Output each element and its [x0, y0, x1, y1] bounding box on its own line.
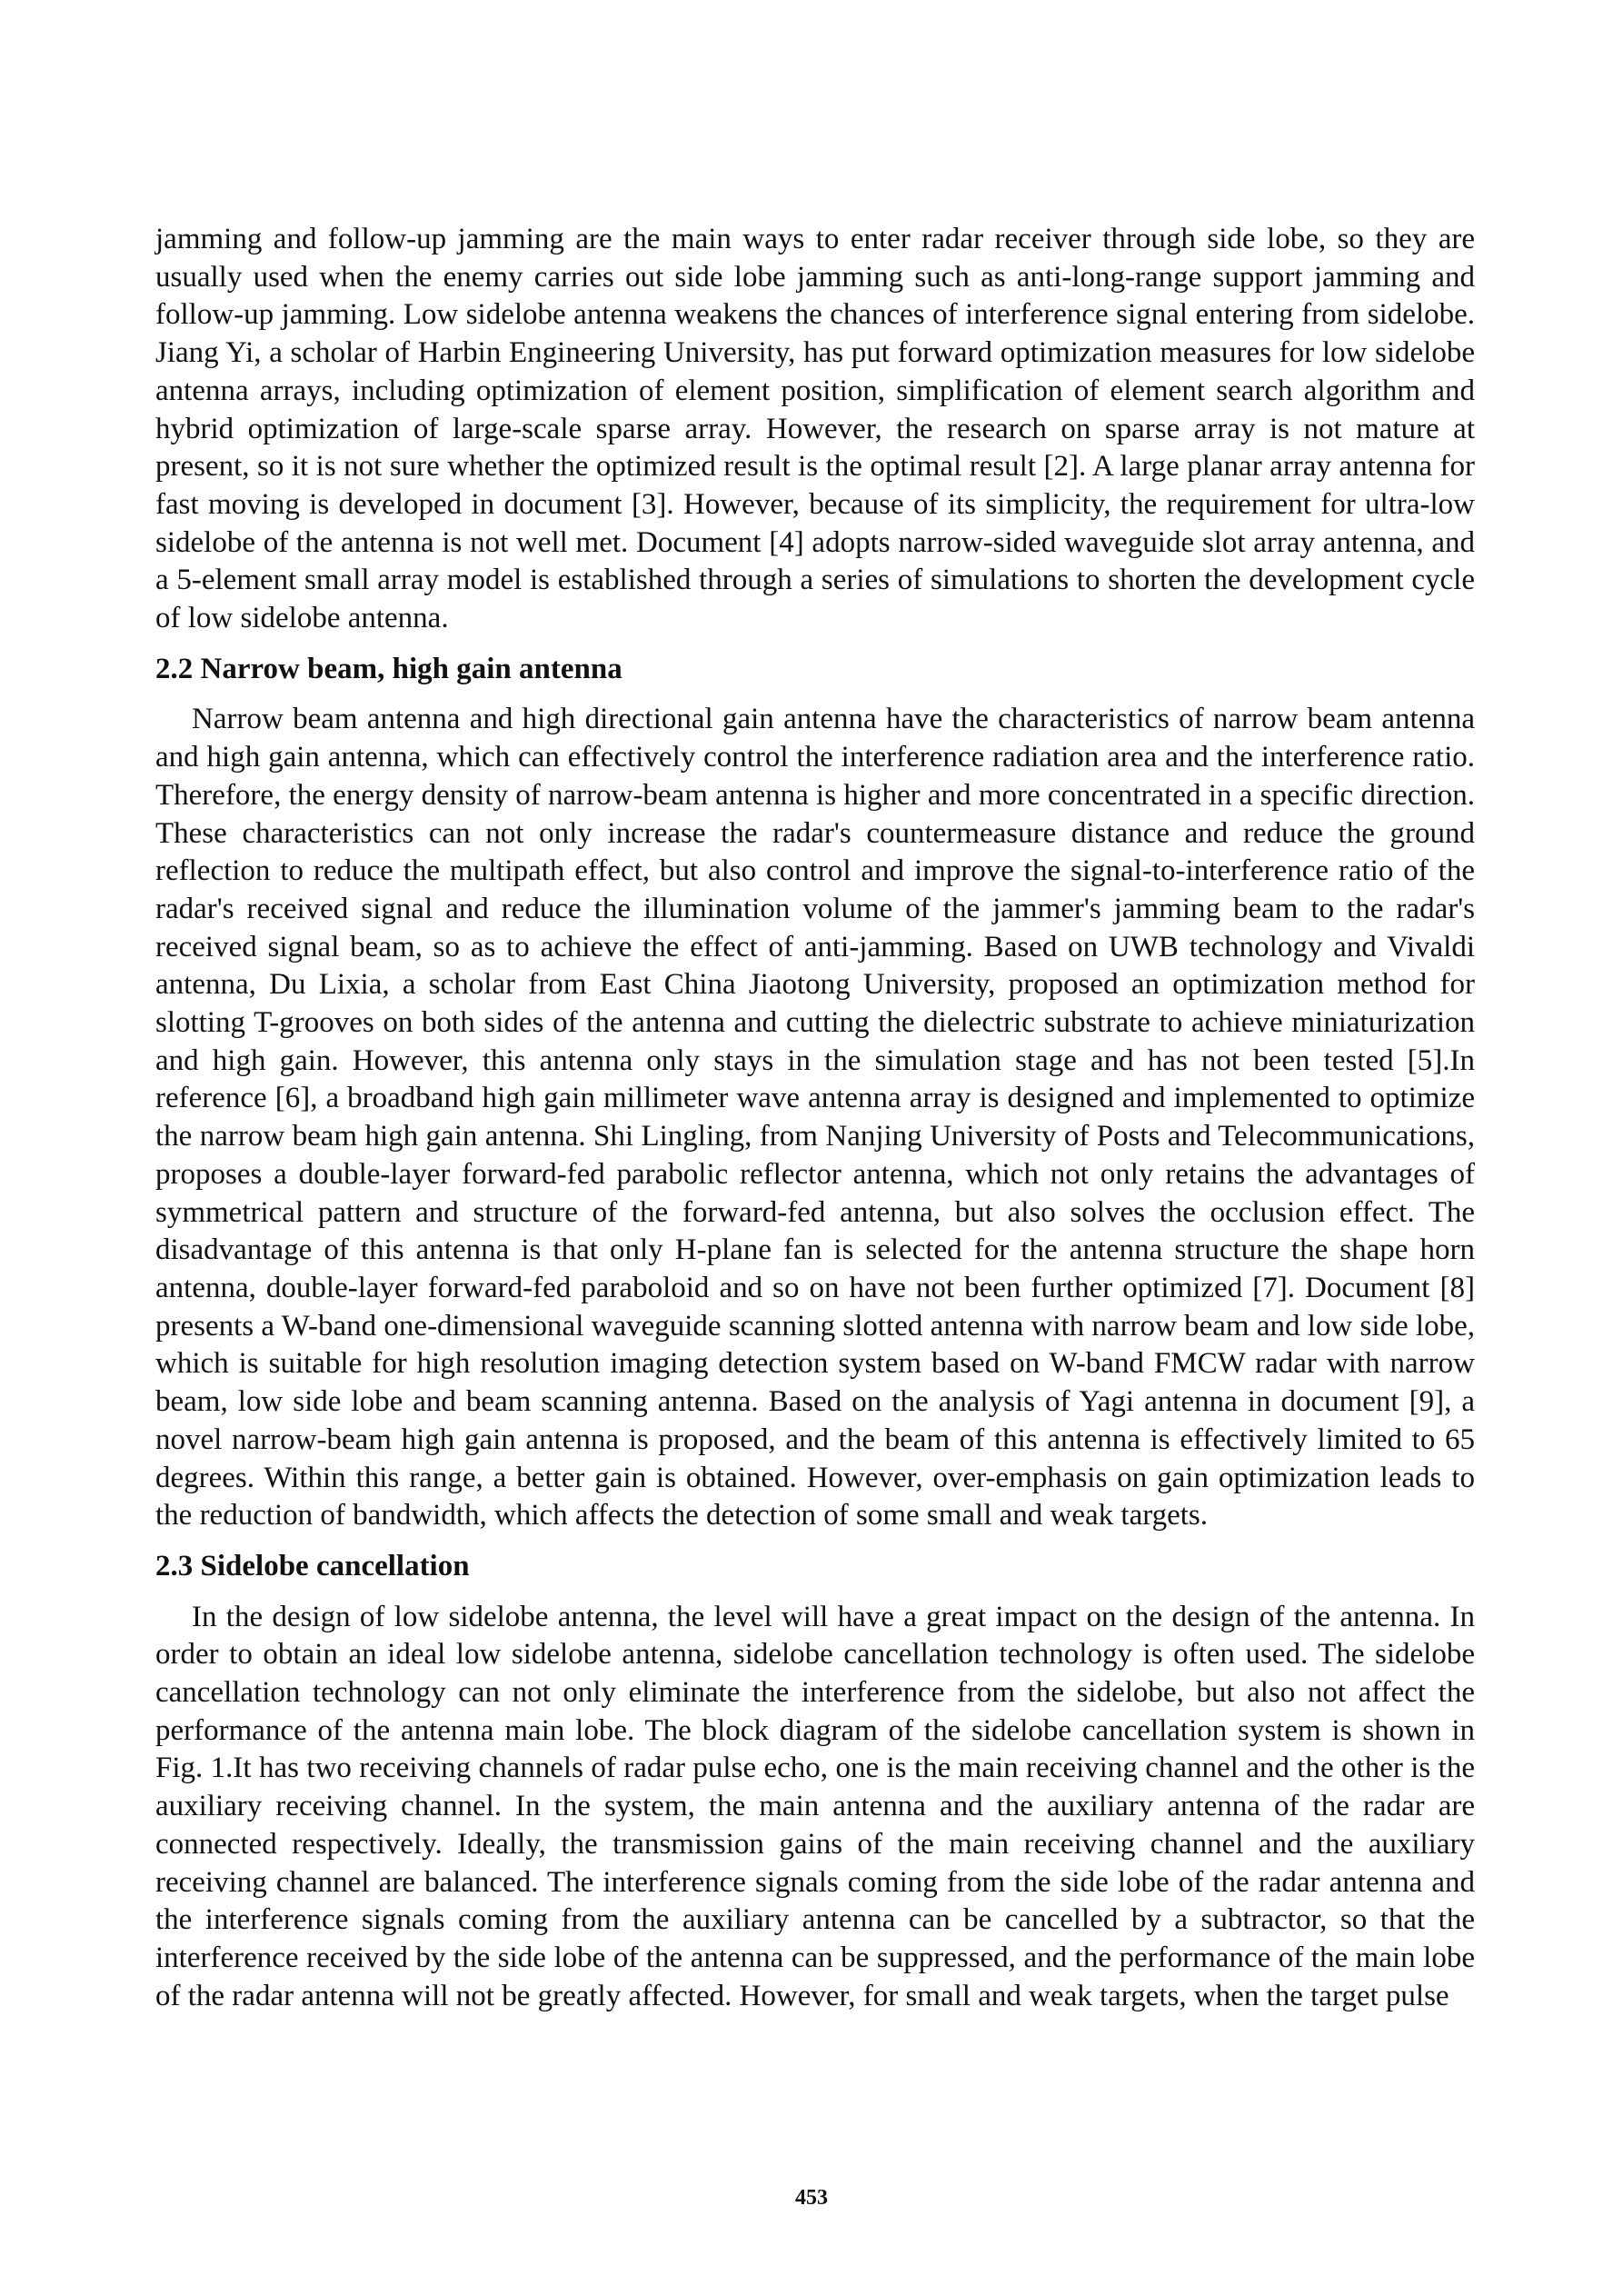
section-heading-2-2: 2.2 Narrow beam, high gain antenna: [155, 652, 622, 685]
page-body: [155, 221, 1475, 2015]
body-paragraph-1: jamming and follow-up jamming are the main ways to enter radar receiver through side lobe, so they are usually used when the enemy carries out side lobe jamming such as anti-long-range support jamming and follow-up jamming. Low sidelobe antenna weakens the chances of interference signal entering from sidelobe. Jiang Yi, a scholar of Harbin Engineering University, has put forward optimization measures for low sidelobe antenna arrays, including optimization of element position, simplification of element search algorithm and hybrid optimization of large-scale sparse array. However, the research on sparse array is not mature at present, so it is not sure whether the optimized result is the optimal result [2]. A large planar array antenna for fast moving is developed in document [3]. However, because of its simplicity, the requirement for ultra-low sidelobe of the antenna is not well met. Document [4] adopts narrow-sided waveguide slot array antenna, and a 5-element small array model is established through a series of simulations to shorten the development cycle of low sidelobe antenna.: [155, 223, 1475, 635]
page-number: 453: [795, 2186, 828, 2210]
section-heading-2-3: 2.3 Sidelobe cancellation: [155, 1549, 470, 1582]
body-paragraph-2: Narrow beam antenna and high directional gain antenna have the characteristics of narrow beam antenna and high gain antenna, which can effectively control the interference radiation area and the interference ratio. Therefore, the energy density of narrow-beam antenna is higher and more concentrated in a specific direction. These characteristics can not only increase the radar's countermeasure distance and reduce the ground reflection to reduce the multipath effect, but also control and improve the signal-to-interference ratio of the radar's received signal and reduce the illumination volume of the jammer's jamming beam to the radar's received signal beam, so as to achieve the effect of anti-jamming. Based on UWB technology and Vivaldi antenna, Du Lixia, a scholar from East China Jiaotong University, proposed an optimization method for slotting T-grooves on both sides of the antenna and cutting the dielectric substrate to achieve miniaturization and high gain. However, this antenna only stays in the simulation stage and has not been tested [5].In reference [6], a broadband high gain millimeter wave antenna array is designed and implemented to optimize the narrow beam high gain antenna. Shi Lingling, from Nanjing University of Posts and Telecommunications, proposes a double-layer forward-fed parabolic reflector antenna, which not only retains the advantages of symmetrical pattern and structure of the forward-fed antenna, but also solves the occlusion effect. The disadvantage of this antenna is that only H-plane fan is selected for the antenna structure the shape horn antenna, double-layer forward-fed paraboloid and so on have not been further optimized [7]. Document [8] presents a W-band one-dimensional waveguide scanning slotted antenna with narrow beam and low side lobe, which is suitable for high resolution imaging detection system based on W-band FMCW radar with narrow beam, low side lobe and beam scanning antenna. Based on the analysis of Yagi antenna in document [9], a novel narrow-beam high gain antenna is proposed, and the beam of this antenna is effectively limited to 65 degrees. Within this range, a better gain is obtained. However, over-emphasis on gain optimization leads to the reduction of bandwidth, which affects the detection of some small and weak targets.: [155, 703, 1475, 1532]
body-paragraph-3: In the design of low sidelobe antenna, the level will have a great impact on the design of the antenna. In order to obtain an ideal low sidelobe antenna, sidelobe cancellation technology is often used. The sidelobe cancellation technology can not only eliminate the interference from the sidelobe, but also not affect the performance of the antenna main lobe. The block diagram of the sidelobe cancellation system is shown in Fig. 1.It has two receiving channels of radar pulse echo, one is the main receiving channel and the other is the auxiliary receiving channel. In the system, the main antenna and the auxiliary antenna of the radar are connected respectively. Ideally, the transmission gains of the main receiving channel and the auxiliary receiving channel are balanced. The interference signals coming from the side lobe of the radar antenna and the interference signals coming from the auxiliary antenna can be cancelled by a subtractor, so that the interference received by the side lobe of the antenna can be suppressed, and the performance of the main lobe of the radar antenna will not be greatly affected. However, for small and weak targets, when the target pulse: [155, 1600, 1475, 2012]
